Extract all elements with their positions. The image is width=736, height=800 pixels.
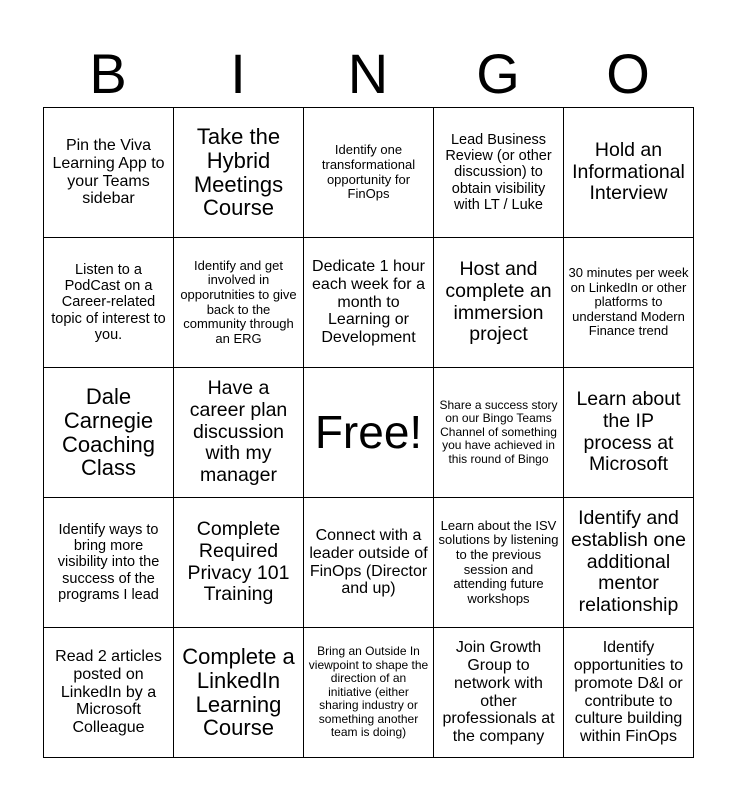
bingo-cell: Complete Required Privacy 101 Training (174, 498, 304, 628)
bingo-cell: Join Growth Group to network with other professionals at the company (434, 628, 564, 758)
header-letter-i: I (230, 42, 246, 105)
bingo-cell: Have a career plan discussion with my manager (174, 368, 304, 498)
board-row (44, 238, 694, 368)
board-row (44, 368, 694, 498)
header-letter-b: B (89, 42, 127, 105)
bingo-cell: Dale Carnegie Coaching Class (44, 368, 174, 498)
board-row (44, 628, 694, 758)
bingo-cell: Complete a LinkedIn Learning Course (174, 628, 304, 758)
bingo-cell: Take the Hybrid Meetings Course (174, 108, 304, 238)
bingo-cell: 30 minutes per week on LinkedIn or other platforms to understand Modern Finance trend (564, 238, 694, 368)
header-letter-o: O (606, 42, 650, 105)
bingo-cell: Lead Business Review (or other discussion) to obtain visibility with LT / Luke (434, 108, 564, 238)
bingo-cell: Listen to a PodCast on a Career-related topic of interest to you. (44, 238, 174, 368)
bingo-cell: Bring an Outside In viewpoint to shape the direction of an initiative (either sharing industry or something another team is doing) (304, 628, 434, 758)
bingo-cell: Dedicate 1 hour each week for a month to Learning or Development (304, 238, 434, 368)
free-space-cell: Free! (304, 368, 434, 498)
bingo-cell: Learn about the ISV solutions by listening to the previous session and attending future workshops (434, 498, 564, 628)
bingo-cell: Identify one transformational opportunity for FinOps (304, 108, 434, 238)
bingo-cell: Identify opportunities to promote D&I or contribute to culture building within FinOps (564, 628, 694, 758)
bingo-cell: Connect with a leader outside of FinOps (Director and up) (304, 498, 434, 628)
board-row (44, 498, 694, 628)
bingo-board (43, 107, 694, 758)
header-letter-g: G (476, 42, 520, 105)
bingo-cell: Hold an Informational Interview (564, 108, 694, 238)
bingo-cell: Share a success story on our Bingo Teams Channel of something you have achieved in this round of Bingo (434, 368, 564, 498)
bingo-cell: Identify ways to bring more visibility into the success of the programs I lead (44, 498, 174, 628)
bingo-cell: Host and complete an immersion project (434, 238, 564, 368)
header-letter-n: N (347, 42, 389, 105)
bingo-header (43, 40, 693, 108)
board-row (44, 108, 694, 238)
bingo-cell: Identify and establish one additional mentor relationship (564, 498, 694, 628)
bingo-cell: Learn about the IP process at Microsoft (564, 368, 694, 498)
bingo-cell: Identify and get involved in opporutnities to give back to the community through an ERG (174, 238, 304, 368)
bingo-cell: Read 2 articles posted on LinkedIn by a Microsoft Colleague (44, 628, 174, 758)
bingo-cell: Pin the Viva Learning App to your Teams sidebar (44, 108, 174, 238)
